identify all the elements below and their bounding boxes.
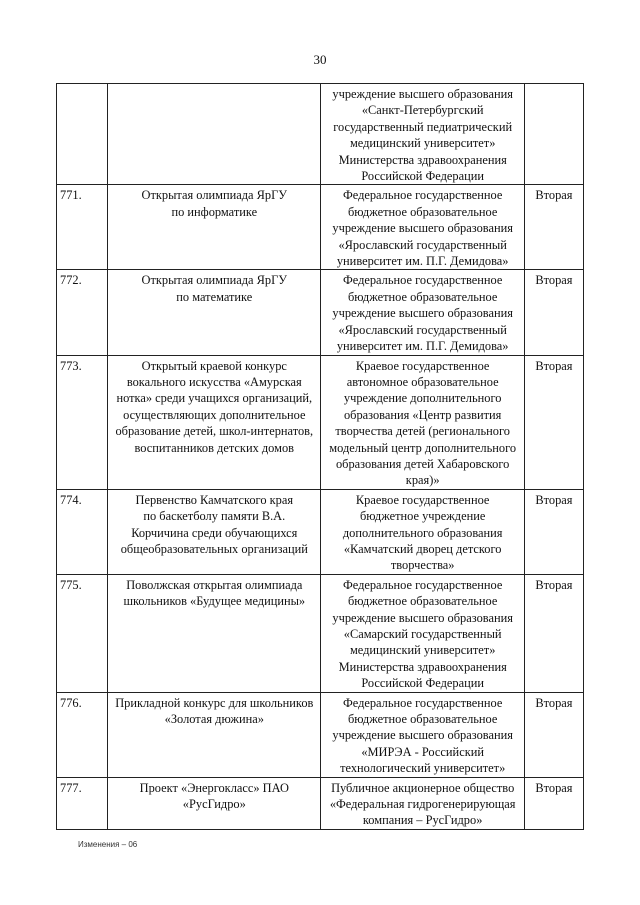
- event-name-cell: Проект «Энергокласс» ПАО «РусГидро»: [108, 777, 321, 829]
- table-row: [57, 489, 584, 574]
- row-number-cell: 772.: [57, 270, 108, 355]
- table-body: [57, 84, 584, 830]
- organizer-cell: Краевое государственное бюджетное учреждение дополнительного образования «Камчатский дворец детского творчества»: [321, 489, 524, 574]
- event-name-cell: Открытая олимпиада ЯрГУ по информатике: [108, 185, 321, 270]
- event-name-cell: Открытый краевой конкурс вокального искусства «Амурская нотка» среди учащихся организаций, осуществляющих дополнительное образование детей, школ-интернатов, воспитанников детских домов: [108, 355, 321, 489]
- organizer-cell: Публичное акционерное общество «Федеральная гидрогенерирующая компания – РусГидро»: [321, 777, 524, 829]
- organizer-cell: Краевое государственное автономное образовательное учреждение дополнительного образования «Центр развития творчества детей (регионального модельный центр дополнительного образования детей Хабаровского края)»: [321, 355, 524, 489]
- olympiad-table: [56, 83, 584, 830]
- table-row: [57, 185, 584, 270]
- table-row: [57, 270, 584, 355]
- row-number-cell: 773.: [57, 355, 108, 489]
- table-row: [57, 355, 584, 489]
- level-cell: Вторая: [524, 185, 583, 270]
- level-cell: Вторая: [524, 355, 583, 489]
- event-name-cell: Поволжская открытая олимпиада школьников «Будущее медицины»: [108, 574, 321, 692]
- table-row: [57, 84, 584, 185]
- row-number-cell: 777.: [57, 777, 108, 829]
- event-name-cell: Открытая олимпиада ЯрГУ по математике: [108, 270, 321, 355]
- row-number-cell: 776.: [57, 692, 108, 777]
- row-number-cell: 774.: [57, 489, 108, 574]
- page-number: 30: [313, 52, 327, 67]
- organizer-cell: Федеральное государственное бюджетное образовательное учреждение высшего образования «МИРЭА - Российский технологический университет»: [321, 692, 524, 777]
- row-number-cell: 771.: [57, 185, 108, 270]
- table-row: [57, 574, 584, 692]
- event-name-cell: Прикладной конкурс для школьников «Золотая дюжина»: [108, 692, 321, 777]
- table-row: [57, 777, 584, 829]
- row-number-cell: [57, 84, 108, 185]
- event-name-cell: [108, 84, 321, 185]
- level-cell: [524, 84, 583, 185]
- event-name-cell: Первенство Камчатского края по баскетболу памяти В.А. Корчичина среди обучающихся общеобразовательных организаций: [108, 489, 321, 574]
- table-row: [57, 692, 584, 777]
- level-cell: Вторая: [524, 777, 583, 829]
- level-cell: Вторая: [524, 489, 583, 574]
- organizer-cell: Федеральное государственное бюджетное образовательное учреждение высшего образования «Ярославский государственный университет им. П.Г. Демидова»: [321, 185, 524, 270]
- organizer-cell: Федеральное государственное бюджетное образовательное учреждение высшего образования «Самарский государственный медицинский университет» Министерства здравоохранения Российской Федерации: [321, 574, 524, 692]
- level-cell: Вторая: [524, 270, 583, 355]
- level-cell: Вторая: [524, 574, 583, 692]
- organizer-cell: учреждение высшего образования «Санкт-Петербургский государственный педиатрический медицинский университет» Министерства здравоохранения Российской Федерации: [321, 84, 524, 185]
- organizer-cell: Федеральное государственное бюджетное образовательное учреждение высшего образования «Ярославский государственный университет им. П.Г. Демидова»: [321, 270, 524, 355]
- row-number-cell: 775.: [57, 574, 108, 692]
- footer-revision-note: Изменения – 06: [78, 840, 138, 849]
- level-cell: Вторая: [524, 692, 583, 777]
